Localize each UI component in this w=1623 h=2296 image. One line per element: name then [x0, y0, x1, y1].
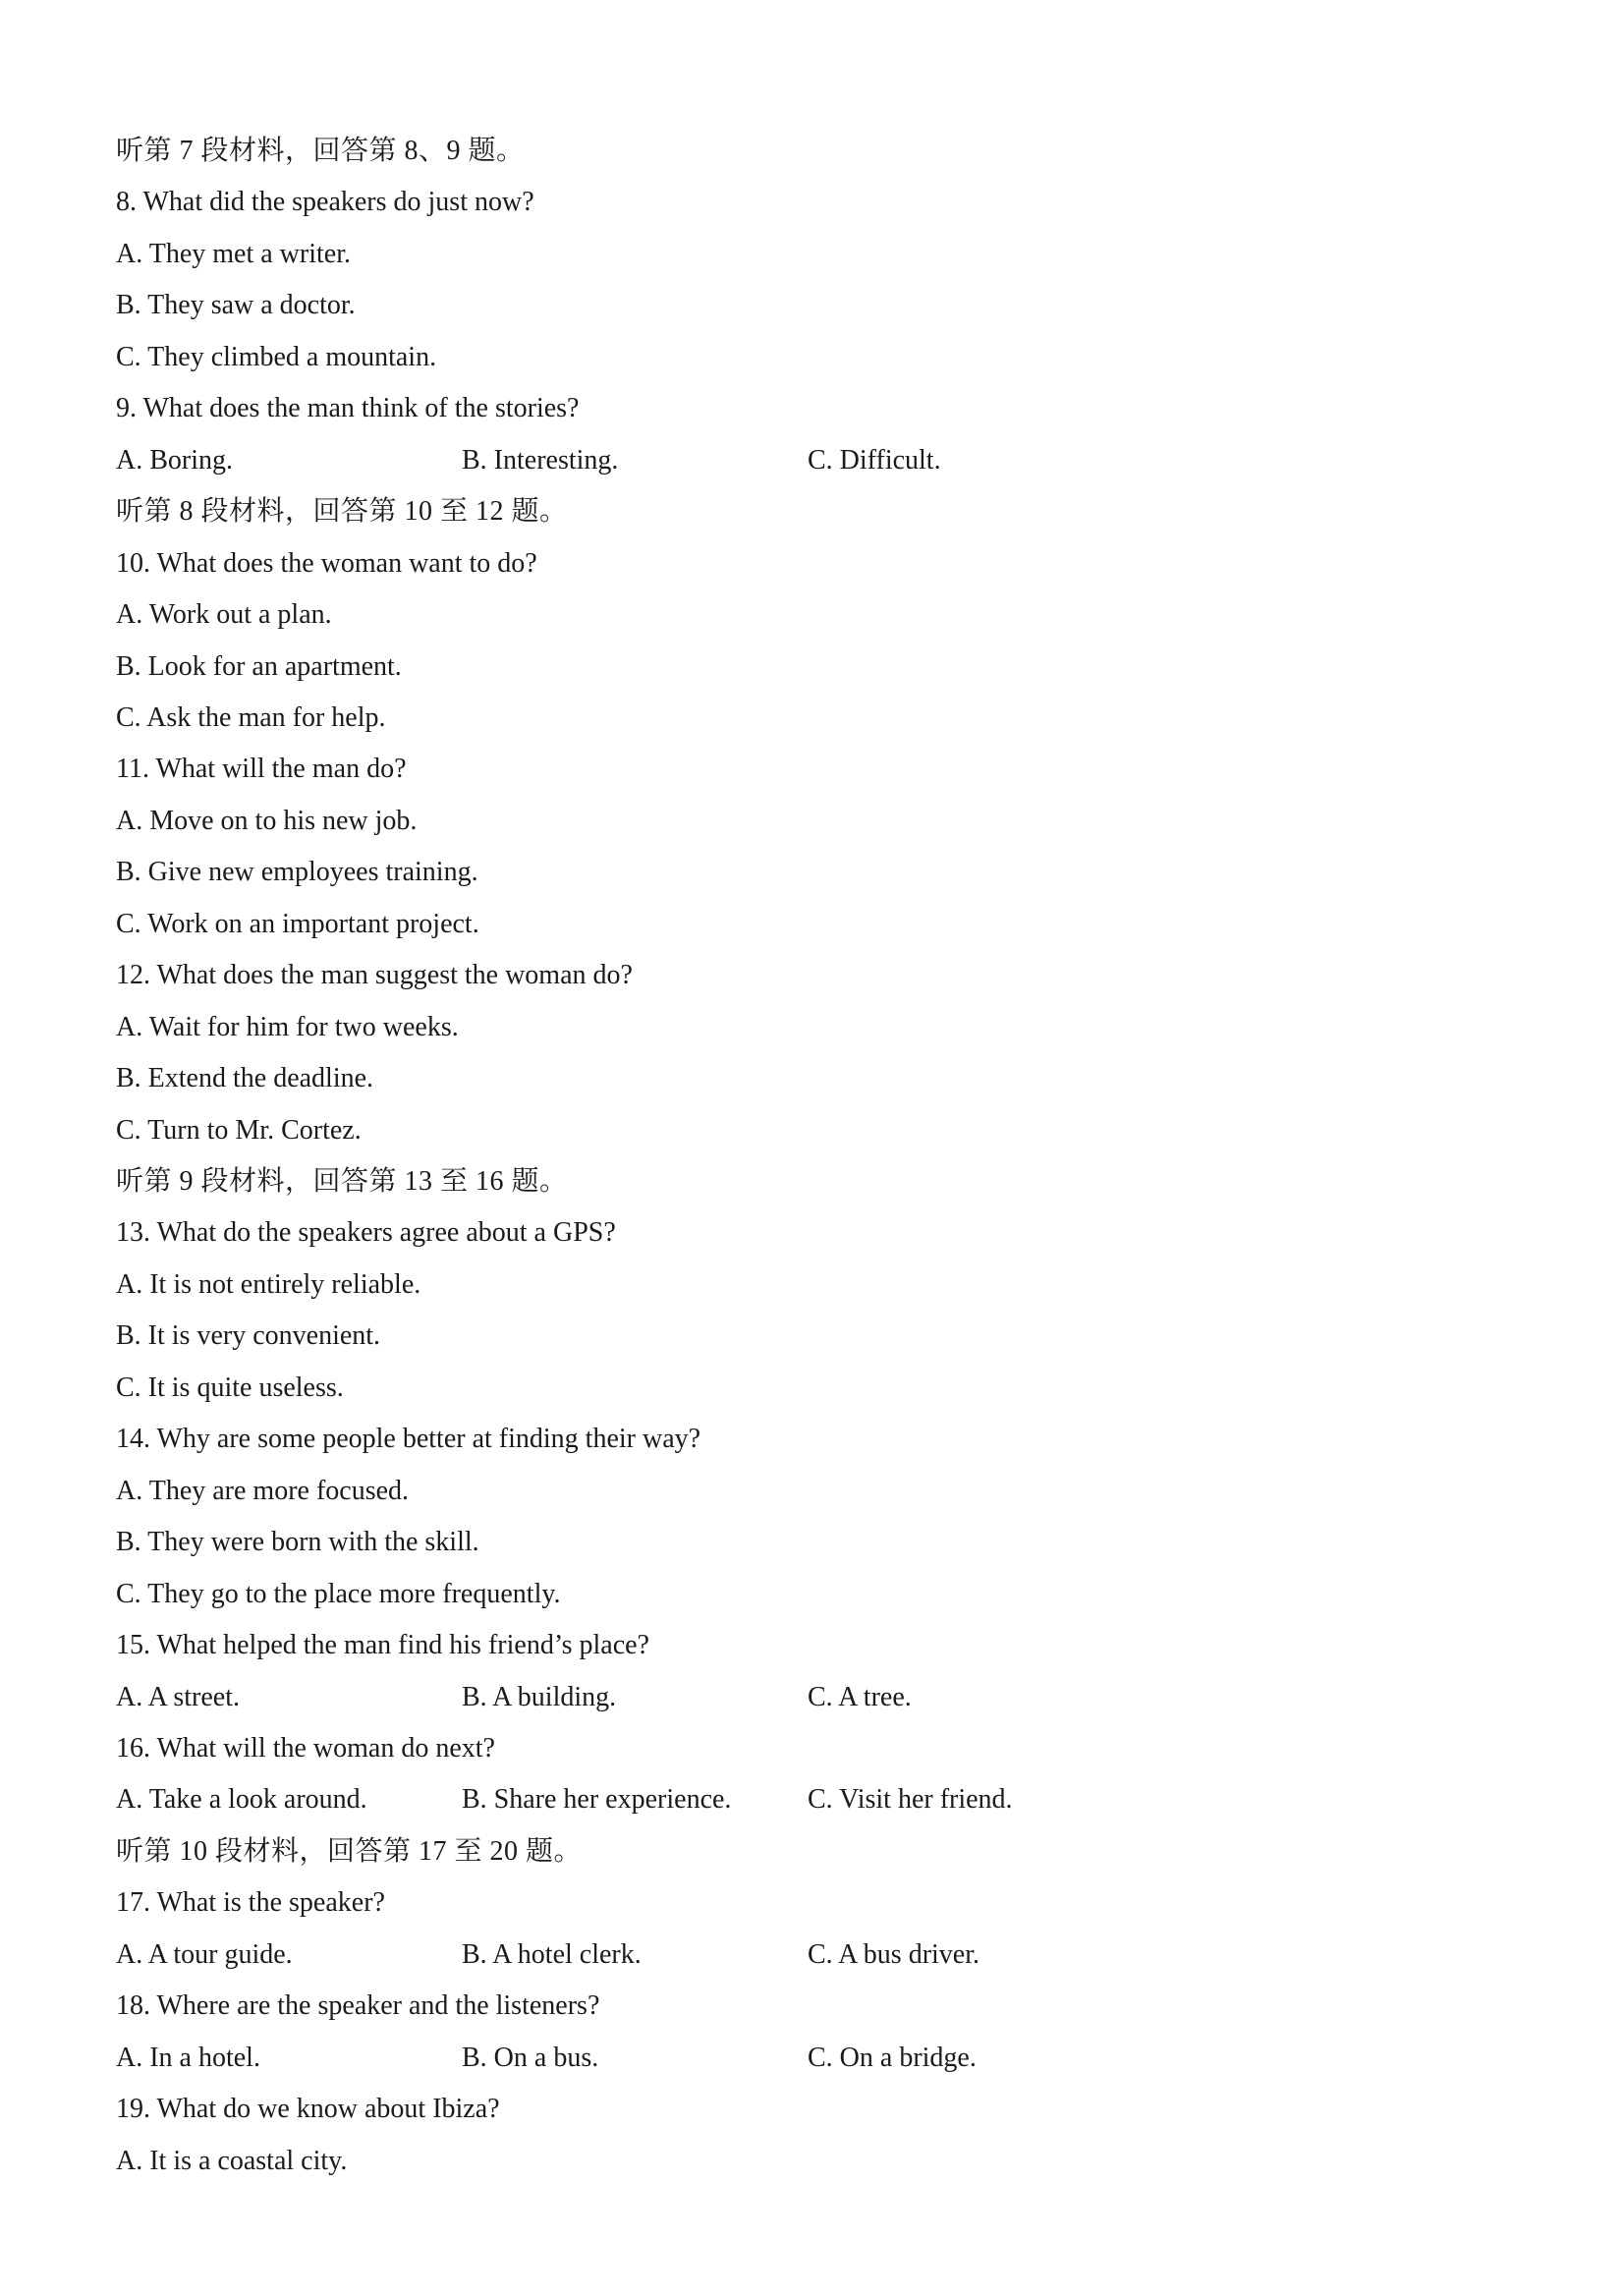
answer-option: A. Wait for him for two weeks. — [116, 1011, 459, 1042]
question: 19. What do we know about Ibiza? — [116, 2094, 500, 2125]
answer-option: A. A tour guide. — [116, 1938, 293, 1970]
answer-option: A. They are more focused. — [116, 1475, 410, 1506]
answer-option: C. Visit her friend. — [808, 1784, 1013, 1816]
answer-option: C. They climbed a mountain. — [116, 341, 437, 372]
answer-option: B. Extend the deadline. — [116, 1063, 374, 1094]
section-heading: 听第 9 段材料，回答第 13 至 16 题。 — [116, 1166, 568, 1197]
question: 17. What is the speaker? — [116, 1887, 385, 1919]
answer-option: A. It is not entirely reliable. — [116, 1268, 421, 1300]
answer-option: C. On a bridge. — [808, 2042, 977, 2073]
answer-option: C. A tree. — [808, 1681, 912, 1712]
answer-option: A. They met a writer. — [116, 238, 351, 269]
answer-option: A. Boring. — [116, 444, 233, 476]
answer-option: B. Look for an apartment. — [116, 650, 402, 682]
answer-option: A. It is a coastal city. — [116, 2145, 348, 2176]
answer-option: A. Work out a plan. — [116, 599, 332, 631]
answer-option: B. Share her experience. — [462, 1784, 732, 1816]
section-heading: 听第 10 段材料，回答第 17 至 20 题。 — [116, 1835, 583, 1867]
question: 12. What does the man suggest the woman do? — [116, 960, 633, 991]
question: 14. Why are some people better at finding their way? — [116, 1424, 701, 1455]
answer-option: C. Work on an important project. — [116, 908, 479, 939]
answer-option: A. A street. — [116, 1681, 240, 1712]
answer-option: B. It is very convenient. — [116, 1320, 381, 1352]
question: 10. What does the woman want to do? — [116, 547, 537, 579]
question: 15. What helped the man find his friend’s place? — [116, 1630, 649, 1661]
answer-option: B. Interesting. — [462, 444, 619, 476]
section-heading: 听第 8 段材料，回答第 10 至 12 题。 — [116, 496, 568, 528]
question: 16. What will the woman do next? — [116, 1732, 495, 1764]
answer-option: C. Turn to Mr. Cortez. — [116, 1114, 362, 1146]
answer-option: C. They go to the place more frequently. — [116, 1578, 561, 1609]
question: 9. What does the man think of the stories? — [116, 393, 580, 424]
answer-option: B. Give new employees training. — [116, 857, 478, 888]
answer-option: A. Move on to his new job. — [116, 805, 418, 836]
question: 13. What do the speakers agree about a GPS? — [116, 1217, 616, 1249]
answer-option: C. Difficult. — [808, 444, 941, 476]
answer-option: C. It is quite useless. — [116, 1372, 344, 1403]
answer-option: A. Take a look around. — [116, 1784, 367, 1816]
answer-option: C. A bus driver. — [808, 1938, 980, 1970]
question: 11. What will the man do? — [116, 754, 407, 785]
question: 18. Where are the speaker and the listeners? — [116, 1990, 600, 2022]
answer-option: B. They were born with the skill. — [116, 1527, 479, 1558]
section-heading: 听第 7 段材料，回答第 8、9 题。 — [116, 136, 525, 166]
answer-option: B. They saw a doctor. — [116, 290, 356, 321]
answer-option: B. A building. — [462, 1681, 617, 1712]
answer-option: A. In a hotel. — [116, 2042, 260, 2073]
question: 8. What did the speakers do just now? — [116, 187, 534, 218]
answer-option: C. Ask the man for help. — [116, 701, 386, 733]
answer-option: B. On a bus. — [462, 2042, 599, 2073]
answer-option: B. A hotel clerk. — [462, 1938, 642, 1970]
